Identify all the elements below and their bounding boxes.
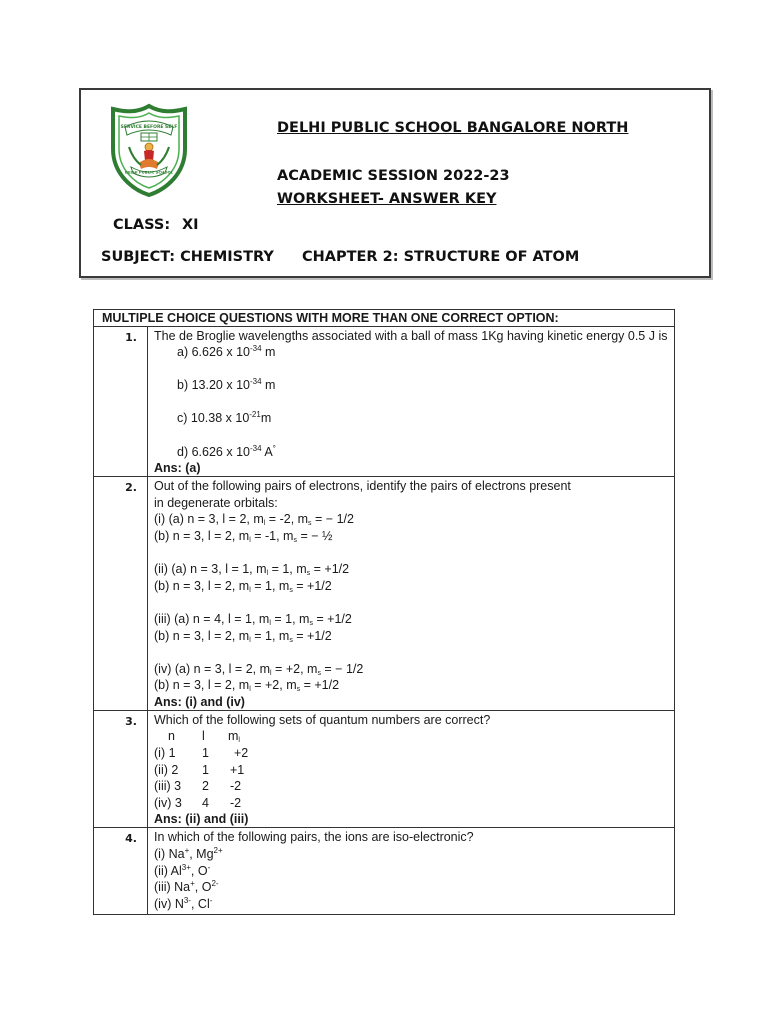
question-text: Out of the following pairs of electrons, identify the pairs of electrons present	[154, 479, 571, 494]
chapter-title: CHAPTER 2: STRUCTURE OF ATOM	[302, 249, 580, 265]
worksheet-title: WORKSHEET- ANSWER KEY	[277, 191, 497, 207]
section-header-row	[94, 310, 675, 327]
question-number: 1.	[94, 327, 148, 477]
answer: Ans: (ii) and (iii)	[154, 812, 249, 827]
option-b: b) 13.20 x $10^{-34}$ m	[177, 377, 276, 393]
pair-i-a: (i) (a) n = 3, l = 2, $m_l = -2$, $m_s$ = − 1/2	[154, 512, 354, 528]
pair-ii-a: (ii) (a) n = 3, l = 1, $m_l = 1$, $m_s = +1/2$	[154, 562, 350, 578]
answer: Ans: (a)	[154, 461, 201, 476]
school-logo	[107, 103, 191, 197]
header-box	[79, 88, 711, 278]
question-text: In which of the following pairs, the ions are iso-electronic?	[154, 830, 474, 845]
class-value: XI	[182, 217, 199, 233]
ion-pair-iv: (iv) $N^{3-}$, Cl-	[154, 895, 213, 911]
school-name: DELHI PUBLIC SCHOOL BANGALORE NORTH	[277, 120, 629, 136]
question-text-cont: in degenerate orbitals:	[154, 495, 278, 510]
pair-iii-b: (b) n = 3, l = 2, $m_l = 1$, $m_s = +1/2$	[154, 628, 332, 644]
quantum-header: n l $m_l$	[168, 729, 240, 745]
pair-iii-a: (iii) (a) n = 4, l = 1, $m_l = 1$, $m_s = +1/2$	[154, 611, 352, 627]
option-a: a) 6.626 x $10^{-34}$ m	[177, 344, 276, 359]
pair-i-b: (b) n = 3, l = 2, $m_l = -1$, $m_s$ = − ½	[154, 528, 333, 544]
question-text: The de Broglie wavelengths associated with a ball of mass 1Kg having kinetic energy 0.5 J is	[154, 329, 668, 343]
question-number: 3.	[94, 710, 148, 828]
questions-table	[93, 309, 675, 915]
question-text: Which of the following sets of quantum numbers are correct?	[154, 712, 491, 727]
question-row	[94, 327, 675, 477]
ion-pair-ii: (ii) $Al^{3+}$, O-	[154, 862, 211, 878]
academic-session: ACADEMIC SESSION 2022-23	[277, 168, 510, 184]
section-title: MULTIPLE CHOICE QUESTIONS WITH MORE THAN ONE CORRECT OPTION:	[94, 310, 675, 327]
question-content	[148, 477, 675, 711]
question-number: 4.	[94, 828, 148, 915]
ion-pair-iii: (iii) Na+, $O^{2-}$	[154, 879, 219, 895]
question-row	[94, 477, 675, 711]
pair-iv-b: (b) n = 3, l = 2, $m_l = +2$, $m_s = +1/2$	[154, 678, 340, 694]
pair-ii-b: (b) n = 3, l = 2, $m_l = 1$, $m_s = +1/2$	[154, 578, 332, 594]
svg-text:DELHI PUBLIC SCHOOL: DELHI PUBLIC SCHOOL	[124, 169, 174, 175]
ion-pair-i: (i) Na+, $Mg^{2+}$	[154, 846, 223, 862]
question-content	[148, 327, 675, 477]
quantum-row: (iv) 3 4 -2	[154, 795, 242, 810]
svg-text:SERVICE BEFORE SELF: SERVICE BEFORE SELF	[120, 125, 178, 130]
question-number: 2.	[94, 477, 148, 711]
question-content	[148, 710, 675, 828]
question-content	[148, 828, 675, 915]
option-c: c) 10.38 x $10^{-21}m$	[177, 410, 272, 426]
subject-label: SUBJECT: CHEMISTRY	[101, 249, 274, 265]
quantum-row: (ii) 2 1 +1	[154, 762, 245, 777]
question-row	[94, 710, 675, 828]
answer: Ans: (i) and (iv)	[154, 694, 245, 709]
option-d: d) 6.626 x $10^{-34}$ A°	[177, 443, 276, 459]
quantum-row: (iii) 3 2 -2	[154, 779, 242, 794]
class-label: CLASS:	[113, 217, 171, 233]
pair-iv-a: (iv) (a) n = 3, l = 2, $m_l = +2$, $m_s$ = − 1/2	[154, 661, 364, 677]
question-row	[94, 828, 675, 915]
quantum-row: (i) 1 1 +2	[154, 746, 249, 761]
